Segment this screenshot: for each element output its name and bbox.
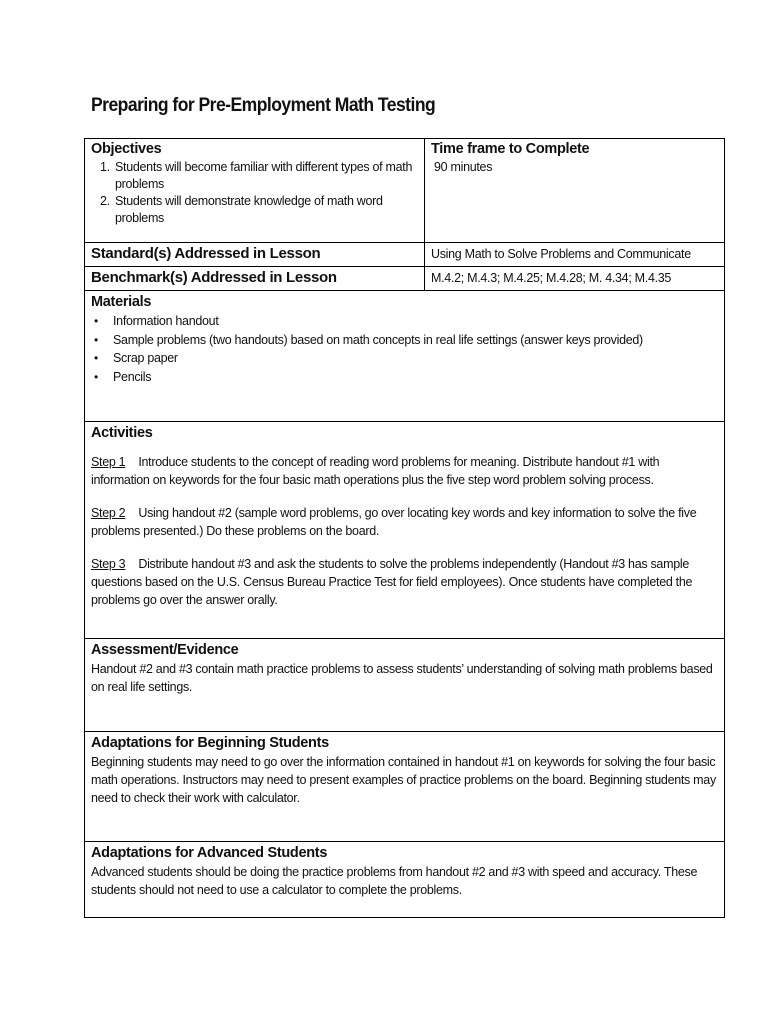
objectives-list — [91, 159, 418, 227]
material-text: Information handout — [113, 314, 219, 328]
objective-item — [113, 193, 418, 227]
materials-heading: Materials — [91, 294, 152, 310]
material-item — [94, 349, 718, 368]
timeframe-cell — [425, 139, 725, 243]
material-item — [94, 312, 718, 331]
activity-step — [91, 555, 718, 609]
standards-value: Using Math to Solve Problems and Communicate — [431, 247, 691, 261]
timeframe-heading: Time frame to Complete — [431, 141, 590, 157]
objective-item — [113, 159, 418, 193]
activities-steps — [91, 453, 718, 609]
objectives-row — [85, 139, 725, 243]
bullet-icon: • — [94, 314, 98, 328]
material-text: Scrap paper — [113, 351, 178, 365]
objectives-cell — [85, 139, 425, 243]
timeframe-value: 90 minutes — [434, 160, 493, 174]
beginning-text: Beginning students may need to go over the information contained in handout #1 on keywords for solving the four basic math operations. Instructors may need to present examples of practice problems on the board. Beginning students may need to check their work with calculator. — [91, 755, 716, 805]
assessment-cell — [85, 639, 725, 732]
step-text: Using handout #2 (sample word problems, go over locating key words and key information to solve the five problems presented.) Do these problems on the board. — [91, 506, 697, 538]
lesson-plan-table — [84, 138, 725, 918]
objective-text: Students will become familiar with different types of math problems — [115, 160, 413, 191]
bullet-icon: • — [94, 369, 98, 384]
assessment-text: Handout #2 and #3 contain math practice problems to assess students’ understanding of solving math problems based on real life settings. — [91, 662, 713, 694]
step-label: Step 1 — [91, 455, 126, 469]
materials-row — [85, 291, 725, 422]
benchmarks-row — [85, 267, 725, 291]
advanced-row — [85, 842, 725, 918]
benchmarks-value-cell — [425, 267, 725, 291]
advanced-text: Advanced students should be doing the practice problems from handout #2 and #3 with speed and accuracy. These students should not need to use a calculator to complete the problems. — [91, 865, 698, 897]
assessment-heading: Assessment/Evidence — [91, 642, 239, 658]
bullet-icon: • — [94, 332, 98, 347]
benchmarks-heading: Benchmark(s) Addressed in Lesson — [91, 269, 337, 286]
objectives-heading: Objectives — [91, 141, 162, 157]
material-text: Pencils — [113, 369, 152, 384]
assessment-row — [85, 639, 725, 732]
standards-row — [85, 243, 725, 267]
activities-row — [85, 422, 725, 639]
objective-text: Students will demonstrate knowledge of math word problems — [115, 194, 383, 225]
advanced-cell — [85, 842, 725, 918]
material-text: Sample problems (two handouts) based on math concepts in real life settings (answer keys provided) — [113, 332, 643, 347]
beginning-cell — [85, 732, 725, 842]
benchmarks-label-cell — [85, 267, 425, 291]
document-title: Preparing for Pre-Employment Math Testing — [91, 94, 436, 116]
activity-step — [91, 453, 718, 489]
materials-list — [91, 312, 718, 386]
material-item — [94, 368, 718, 387]
material-item — [94, 331, 718, 350]
benchmarks-value: M.4.2; M.4.3; M.4.25; M.4.28; M. 4.34; M.4.35 — [431, 271, 672, 285]
standards-heading: Standard(s) Addressed in Lesson — [91, 245, 321, 262]
beginning-heading: Adaptations for Beginning Students — [91, 735, 329, 751]
standards-label-cell — [85, 243, 425, 267]
materials-cell — [85, 291, 725, 422]
step-label: Step 2 — [91, 506, 126, 520]
step-text: Distribute handout #3 and ask the students to solve the problems independently (Handout #3 has sample questions based on the U.S. Census Bureau Practice Test for field employees). Once students have completed the problems go over the answer orally. — [91, 557, 693, 607]
step-label: Step 3 — [91, 557, 126, 571]
standards-value-cell — [425, 243, 725, 267]
step-text: Introduce students to the concept of reading word problems for meaning. Distribute handout #1 with information on keywords for the four basic math operations plus the five step word problem solving process. — [91, 455, 660, 487]
activities-heading: Activities — [91, 425, 153, 441]
activity-step — [91, 504, 718, 540]
advanced-heading: Adaptations for Advanced Students — [91, 845, 328, 861]
beginning-row — [85, 732, 725, 842]
activities-cell — [85, 422, 725, 639]
bullet-icon: • — [94, 351, 98, 365]
